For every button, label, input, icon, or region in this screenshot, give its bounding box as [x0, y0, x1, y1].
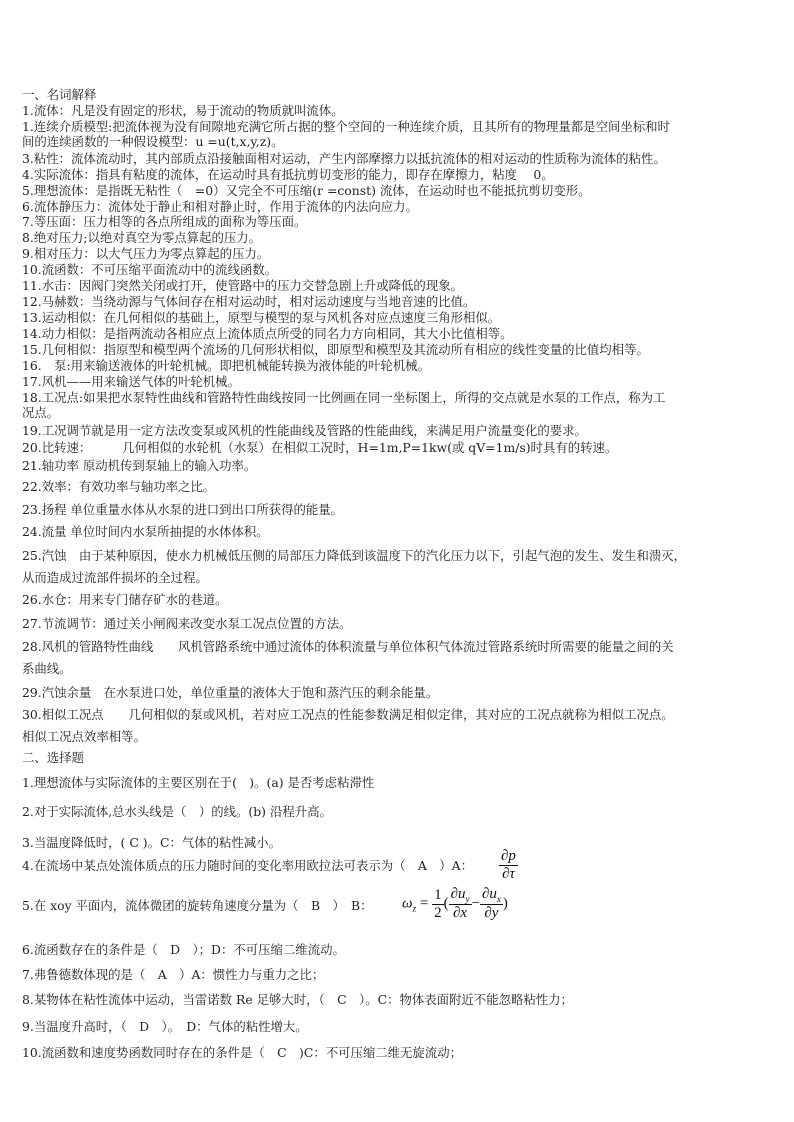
- text-line: 29.汽蚀余量 在水泵进口处，单位重量的液体大于饱和蒸汽压的剩余能量。: [22, 685, 439, 700]
- text-line: 17.风机——用来输送气体的叶轮机械。: [22, 374, 240, 389]
- text-line: 从而造成过流部件损坏的全过程。: [22, 570, 208, 585]
- text-line: 1.连续介质模型:把流体视为没有间隙地充满它所占据的整个空间的一种连续介质，且其所有的物理量都是空间坐标和时: [22, 119, 670, 134]
- formula-half-num: 1: [434, 886, 442, 903]
- text-line: 1.理想流体与实际流体的主要区别在于( )。(a) 是否考虑粘滞性: [22, 775, 375, 790]
- text-line: 5.理想流体：是指既无粘性（ =0）又完全不可压缩(r =const) 流体，在运动时也不能抵抗剪切变形。: [22, 183, 591, 198]
- formula-t1-sub: y: [465, 894, 470, 904]
- text-line: 26.水仓：用来专门储存矿水的巷道。: [22, 592, 228, 607]
- text-line: 9.当温度升高时，（ D ）。 D：气体的粘性增大。: [22, 1019, 308, 1034]
- text-line: 16. 泵:用来输送液体的叶轮机械。即把机械能转换为液体能的叶轮机械。: [22, 358, 430, 373]
- text-line: 28.风机的管路特性曲线 风机管路系统中通过流体的体积流量与单位体积气体流过管路系统时所需要的能量之间的关: [22, 639, 674, 654]
- text-line: 22.效率：有效功率与轴功率之比。: [22, 479, 216, 494]
- text-line: 3.当温度降低时，( C )。C：气体的粘性减小。: [22, 835, 281, 850]
- text-line: 8.某物体在粘性流体中运动，当雷诺数 Re 足够大时，（ C ）。C：物体表面附近不能忽略粘性力；: [22, 992, 573, 1007]
- text-line: 11.水击：因阀门突然关闭或打开，使管路中的压力交替急剧上升或降低的现象。: [22, 278, 463, 293]
- text-line: 7.弗鲁德数体现的是（ A ）A：惯性力与重力之比；: [22, 967, 325, 982]
- text-line: 12.马赫数：当绕动源与气体间存在相对运动时，相对运动速度与当地音速的比值。: [22, 294, 476, 309]
- formula-lhs: ω: [402, 895, 413, 912]
- formula-t2-sub: x: [496, 894, 501, 904]
- formula-lhs-sub: z: [412, 903, 417, 914]
- text-line: 3.粘性：流体流动时，其内部质点沿接触面相对运动，产生内部摩擦力以抵抗流体的相对运动的性质称为流体的粘性。: [22, 151, 666, 166]
- text-line: 1.流体：凡是没有固定的形状，易于流动的物质就叫流体。: [22, 103, 344, 118]
- formula-minus: −: [471, 895, 480, 912]
- formula-equals: =: [419, 895, 429, 912]
- text-line: 24.流量 单位时间内水泵所抽提的水体体积。: [22, 524, 269, 539]
- text-line: 21.轴功率 原动机传到泵轴上的输入功率。: [22, 458, 257, 473]
- text-line: 6.流体静压力：流体处于静止和相对静止时，作用于流体的内法向应力。: [22, 199, 418, 214]
- text-line: 15.几何相似：指原型和模型两个流场的几何形状相似，即原型和模型及其流动所有相应的线性变量的比值均相等。: [22, 342, 649, 357]
- text-line: 系曲线。: [22, 661, 72, 676]
- text-line: 14.动力相似：是指两流动各相应点上流体质点所受的同名力方向相同，其大小比值相等。: [22, 326, 513, 341]
- text-line: 10.流函数：不可压缩平面流动中的流线函数。: [22, 262, 278, 277]
- text-line: 间的连续函数的一种假设模型：u =u(t,x,y,z)。: [22, 134, 284, 149]
- formula-dp-dtau: [499, 848, 518, 883]
- text-line: 相似工况点效率相等。: [22, 729, 146, 744]
- text-line: 18.工况点:如果把水泵特性曲线和管路特性曲线按同一比例画在同一坐标图上，所得的交点就是水泵的工作点，称为工: [22, 390, 666, 405]
- text-line: 27.节流调节：通过关小闸阀来改变水泵工况点位置的方法。: [22, 616, 352, 631]
- text-line: 23.扬程 单位重量水体从水泵的进口到出口所获得的能量。: [22, 502, 344, 517]
- formula-t1-num: ∂u: [450, 886, 466, 902]
- text-line: 13.运动相似：在几何相似的基础上，原型与模型的泵与风机各对应点速度三角形相似。: [22, 310, 501, 325]
- formula-rparen: ): [502, 895, 508, 912]
- text-line: 30.相似工况点 几何相似的泵或风机，若对应工况点的性能参数满足相似定律，其对应的工况点就称为相似工况点。: [22, 707, 674, 722]
- text-line: 况点。: [22, 405, 60, 420]
- text-line: 8.绝对压力;以绝对真空为零点算起的压力。: [22, 230, 262, 245]
- section-heading: 二、选择题: [22, 750, 84, 765]
- formula-omega-z: [402, 886, 508, 922]
- formula-t2-num: ∂u: [481, 886, 497, 902]
- formula-t1-den: ∂x: [453, 905, 468, 921]
- text-line: 4.在流场中某点处流体质点的压力随时间的变化率用欧拉法可表示为（ A ）A：: [22, 858, 473, 873]
- text-line: 2.对于实际流体,总水头线是（ ）的线。(b) 沿程升高。: [22, 804, 332, 819]
- formula-t2-den: ∂y: [484, 905, 499, 921]
- section-heading: 一、名词解释: [22, 87, 97, 102]
- text-line: 19.工况调节就是用一定方法改变泵或风机的性能曲线及管路的性能曲线，来满足用户流量变化的要求。: [22, 423, 587, 438]
- text-line: 9.相对压力：以大气压力为零点算起的压力。: [22, 246, 270, 261]
- text-line: 25.汽蚀 由于某种原因，使水力机械低压侧的局部压力降低到该温度下的汽化压力以下，引起气泡的发生、发生和溃灭，: [22, 548, 687, 563]
- text-line: 5.在 xoy 平面内，流体微团的旋转角速度分量为（ B ） B：: [22, 898, 373, 913]
- text-line: 6.流函数存在的条件是（ D ）；D：不可压缩二维流动。: [22, 942, 345, 957]
- text-line: 7.等压面：压力相等的各点所组成的面称为等压面。: [22, 214, 307, 229]
- formula-lparen: (: [443, 895, 449, 912]
- formula-denominator: ∂τ: [502, 866, 515, 882]
- text-line: 10.流函数和速度势函数同时存在的条件是（ C )C：不可压缩二维无旋流动；: [22, 1045, 462, 1060]
- text-line: 20.比转速： 几何相似的水轮机（水泵）在相似工况时，H=1m,P=1kw(或 qV=1m/s)时具有的转速。: [22, 440, 618, 455]
- formula-numerator: ∂p: [501, 848, 516, 864]
- formula-half-den: 2: [434, 904, 442, 921]
- text-line: 4.实际流体：指具有粘度的流体，在运动时具有抵抗剪切变形的能力，即存在摩擦力，粘度 0。: [22, 167, 554, 182]
